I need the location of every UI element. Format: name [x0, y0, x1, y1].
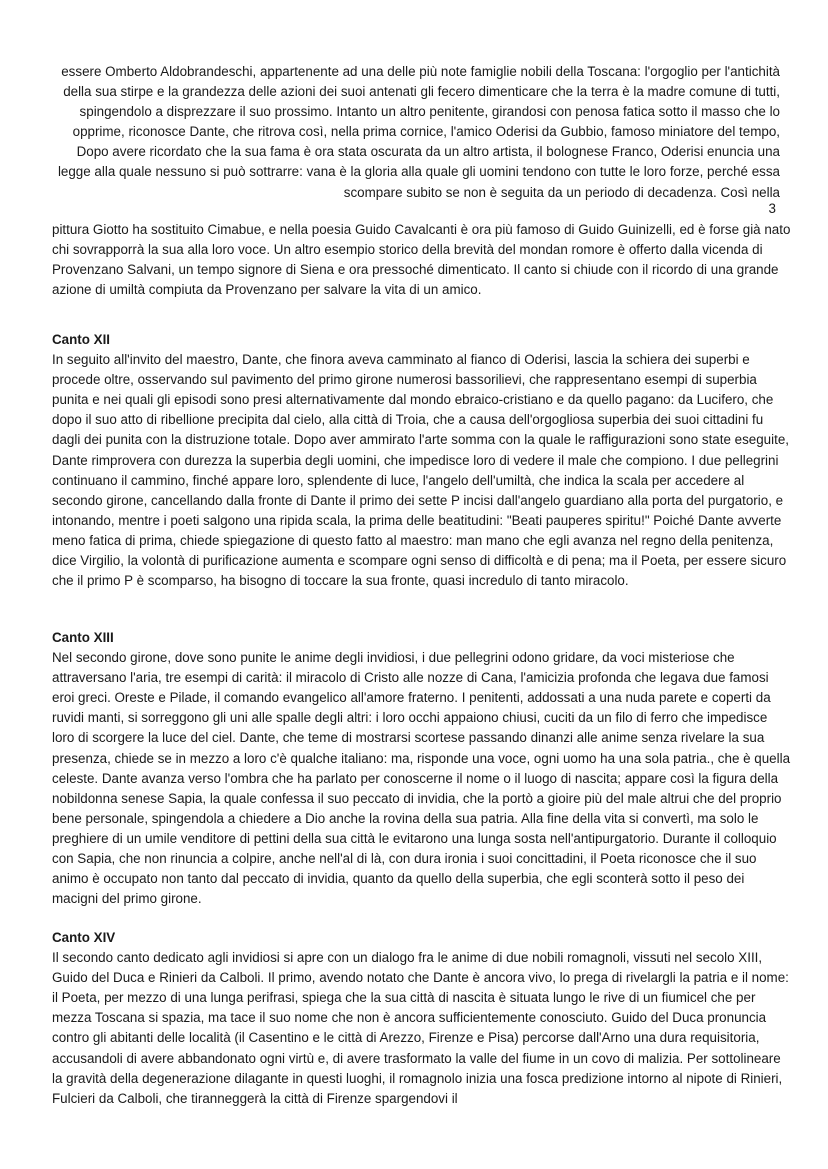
continuation-paragraph: pittura Giotto ha sostituito Cimabue, e nella poesia Guido Cavalcanti è ora più famoso di Guido Guinizelli, ed è forse già nato chi sovrapporrà la sua alla loro voce. Un altro esempio storico della brevità del mondan romore è offerto dalla vicenda di Provenzano Salvani, un tempo signore di Siena e ora pressoché dimenticato. Il canto si chiude con il ricordo di una grande azione di umiltà compiuta da Provenzano per salvare la vita di un amico. [52, 222, 791, 298]
canto-xiv-text: Il secondo canto dedicato agli invidiosi si apre con un dialogo fra le anime di due nobili romagnoli, vissuti nel secolo XIII, Guido del Duca e Rinieri da Calboli. Il primo, avendo notato che Dante è ancora vivo, lo prega di rivelargli la patria e il nome: il Poeta, per mezzo di una lunga perifrasi, spiega che la sua città di nascita è situata lungo le rive di un fiumicel che per mezza Toscana si spazia, ma tace il suo nome che non è ancora sufficientemente conosciuto. Guido del Duca pronuncia contro gli abitanti delle località (il Casentino e le città di Arezzo, Firenze e Pisa) percorse dall'Arno una dura requisitoria, accusandoli di avere abbandonato ogni virtù e, di avere trasformato la valle del fiume in un covo di malizia. Per sottolineare la gravità della degenerazione dilagante in questi luoghi, il romagnolo inizia una fosca predizione intorno al nipote di Rinieri, Fulcieri da Calboli, che tiranneggerà la città di Firenze spargendovi il [52, 950, 789, 1106]
canto-xii-section [52, 330, 792, 591]
page-number: 3 [768, 201, 776, 216]
canto-xiii-section [52, 628, 792, 909]
canto-xiv-title: Canto XIV [52, 930, 116, 945]
canto-xiii-text: Nel secondo girone, dove sono punite le anime degli invidiosi, i due pellegrini odono gridare, da voci misteriose che attraversano l'aria, tre esempi di carità: il miracolo di Cristo alle nozze di Cana, l'amicizia profonda che legava due famosi eroi greci. Oreste e Pilade, il comando evangelico all'amore fraterno. I penitenti, addossati a una nuda parete e coperti da ruvidi manti, si sorreggono gli uni alle spalle degli altri: i loro occhi appaiono chiusi, cuciti da un filo di ferro che impedisce loro di scorgere la luce del ciel. Dante, che teme di mostrarsi scortese passando dinanzi alle anime senza rivelare la sua presenza, chiede se in mezzo a loro c'è qualche italiano: ma, risponde una voce, ogni uomo ha una sola patria., che è quella celeste. Dante avanza verso l'ombra che ha parlato per conoscerne il nome o il luogo di nascita; appare così la figura della nobildonna senese Sapia, la quale confessa il suo peccato di invidia, che la portò a gioire più del male altrui che del proprio bene personale, spingendola a chiedere a Dio anche la rovina della sua patria. Alla fine della vita si convertì, ma solo le preghiere di un umile venditore di pettini della sua città le evitarono una lunga sosta nell'antipurgatorio. Durante il colloquio con Sapia, che non rinuncia a colpire, anche nell'al di là, con dura ironia i suoi concittadini, il Poeta riconosce che il suo animo è occupato non tanto dal peccato di invidia, quanto da quello della superbia, che egli sconterà sotto il peso dei macigni del primo girone. [52, 650, 791, 907]
canto-xiii-title: Canto XIII [52, 630, 114, 645]
canto-xii-title: Canto XII [52, 332, 111, 347]
canto-xii-text: In seguito all'invito del maestro, Dante, che finora aveva camminato al fianco di Oderisi, lascia la schiera dei superbi e procede oltre, osservando sul pavimento del primo girone numerosi bassorilievi, che rappresentano esempi di superbia punita e nei quali gli episodi sono presi alternativamente dal mondo ebraico-cristiano e da quello pagano: da Lucifero, che dopo il suo atto di ribellione precipita dal cielo, alla città di Troia, che a causa dell'orgogliosa superbia dei suoi cittadini fu dagli dei punita con la distruzione totale. Dopo aver ammirato l'arte somma con la quale le raffigurazioni sono state eseguite, Dante rimprovera con durezza la superbia degli uomini, che impedisce loro di vedere il male che compiono. I due pellegrini continuano il cammino, finché appare loro, splendente di luce, l'angelo dell'umiltà, che indica la scala per accedere al secondo girone, cancellando dalla fronte di Dante il primo dei sette P incisi dall'angelo guardiano alla porta del purgatorio, e intonando, mentre i poeti salgono una ripida scala, la prima delle beatitudini: "Beati pauperes spiritu!" Poiché Dante avverte meno fatica di prima, chiede spiegazione di questo fatto al maestro: man mano che egli avanza nel regno della penitenza, dice Virgilio, la volontà di purificazione aumenta e scompare ogni senso di difficoltà e di pena; ma il Poeta, per essere sicuro che il primo P è scomparso, ha bisogno di toccare la sua fronte, quasi incredulo di tanto miracolo. [52, 352, 789, 589]
intro-paragraph: essere Omberto Aldobrandeschi, appartenente ad una delle più note famiglie nobili della Toscana: l'orgoglio per l'antichità della sua stirpe e la grandezza delle azioni dei suoi antenati gli fecero dimenticare che la terra è la madre comune di tutti, spingendolo a disprezzare il suo prossimo. Intanto un altro penitente, girandosi con penosa fatica sotto il masso che lo opprime, riconosce Dante, che ritrova così, nella prima cornice, l'amico Oderisi da Gubbio, famoso miniatore del tempo, Dopo avere ricordato che la sua fama è ora stata oscurata da un altro artista, il bolognese Franco, Oderisi enuncia una legge alla quale nessuno si può sottrarre: vana è la gloria alla quale gli uomini tendono con tutte le loro forze, perché essa scompare subito se non è seguita da un periodo di decadenza. Così nella [57, 64, 780, 200]
canto-xiv-section [52, 928, 792, 1109]
